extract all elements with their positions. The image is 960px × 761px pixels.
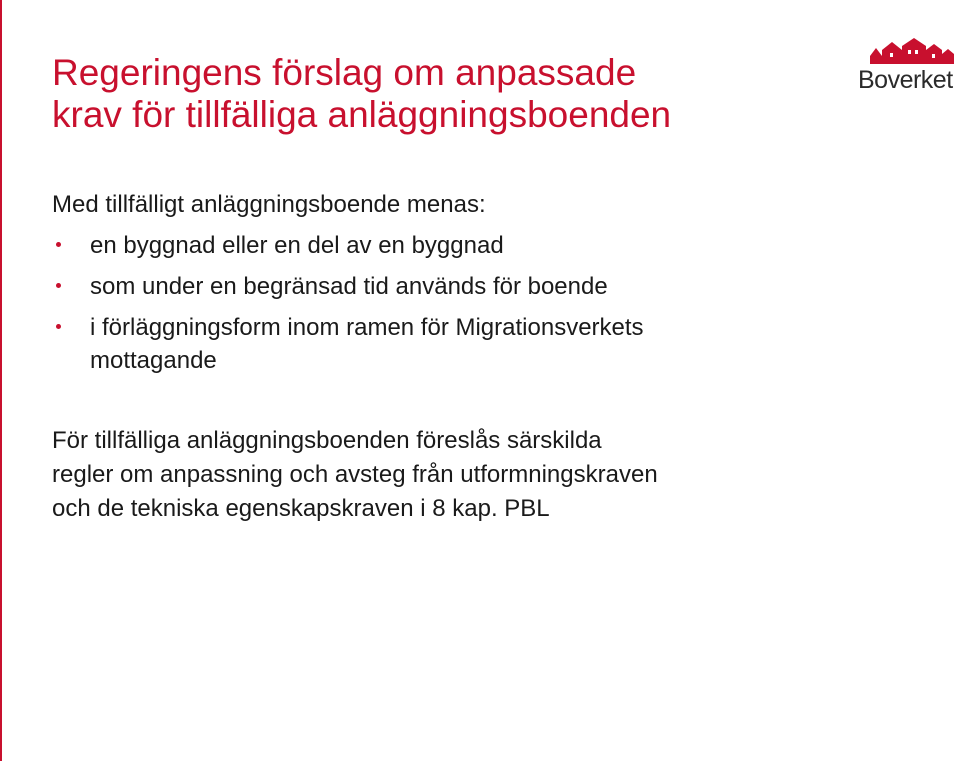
list-item xyxy=(52,229,912,262)
title-line-2: krav för tillfälliga anläggningsboenden xyxy=(52,94,672,135)
definition-section xyxy=(52,188,912,385)
logo-wordmark: Boverket xyxy=(858,66,953,94)
list-item xyxy=(52,270,912,303)
bullet-dot-icon xyxy=(56,324,61,329)
paragraph-line-2: regler om anpassning och avsteg från utformningskraven xyxy=(52,461,658,488)
left-accent-rule xyxy=(0,0,2,761)
definition-list xyxy=(52,229,912,377)
list-item-text: som under en begränsad tid används för boende xyxy=(90,273,608,300)
title-line-1: Regeringens förslag om anpassade xyxy=(52,52,637,93)
slide-title xyxy=(52,52,812,136)
list-item-text: i förläggningsform inom ramen för Migrationsverkets xyxy=(90,314,644,341)
list-item-text: en byggnad eller en del av en byggnad xyxy=(90,232,504,259)
paragraph-line-3: och de tekniska egenskapskraven i 8 kap. PBL xyxy=(52,495,550,522)
list-item-text-continued: mottagande xyxy=(90,347,217,374)
houses-icon xyxy=(868,36,960,64)
bullet-dot-icon xyxy=(56,242,61,247)
boverket-logo xyxy=(856,36,960,96)
list-item xyxy=(52,311,912,377)
definition-lead: Med tillfälligt anläggningsboende menas: xyxy=(52,191,486,218)
bullet-dot-icon xyxy=(56,283,61,288)
paragraph-line-1: För tillfälliga anläggningsboenden föreslås särskilda xyxy=(52,427,602,454)
proposal-paragraph xyxy=(52,424,912,526)
